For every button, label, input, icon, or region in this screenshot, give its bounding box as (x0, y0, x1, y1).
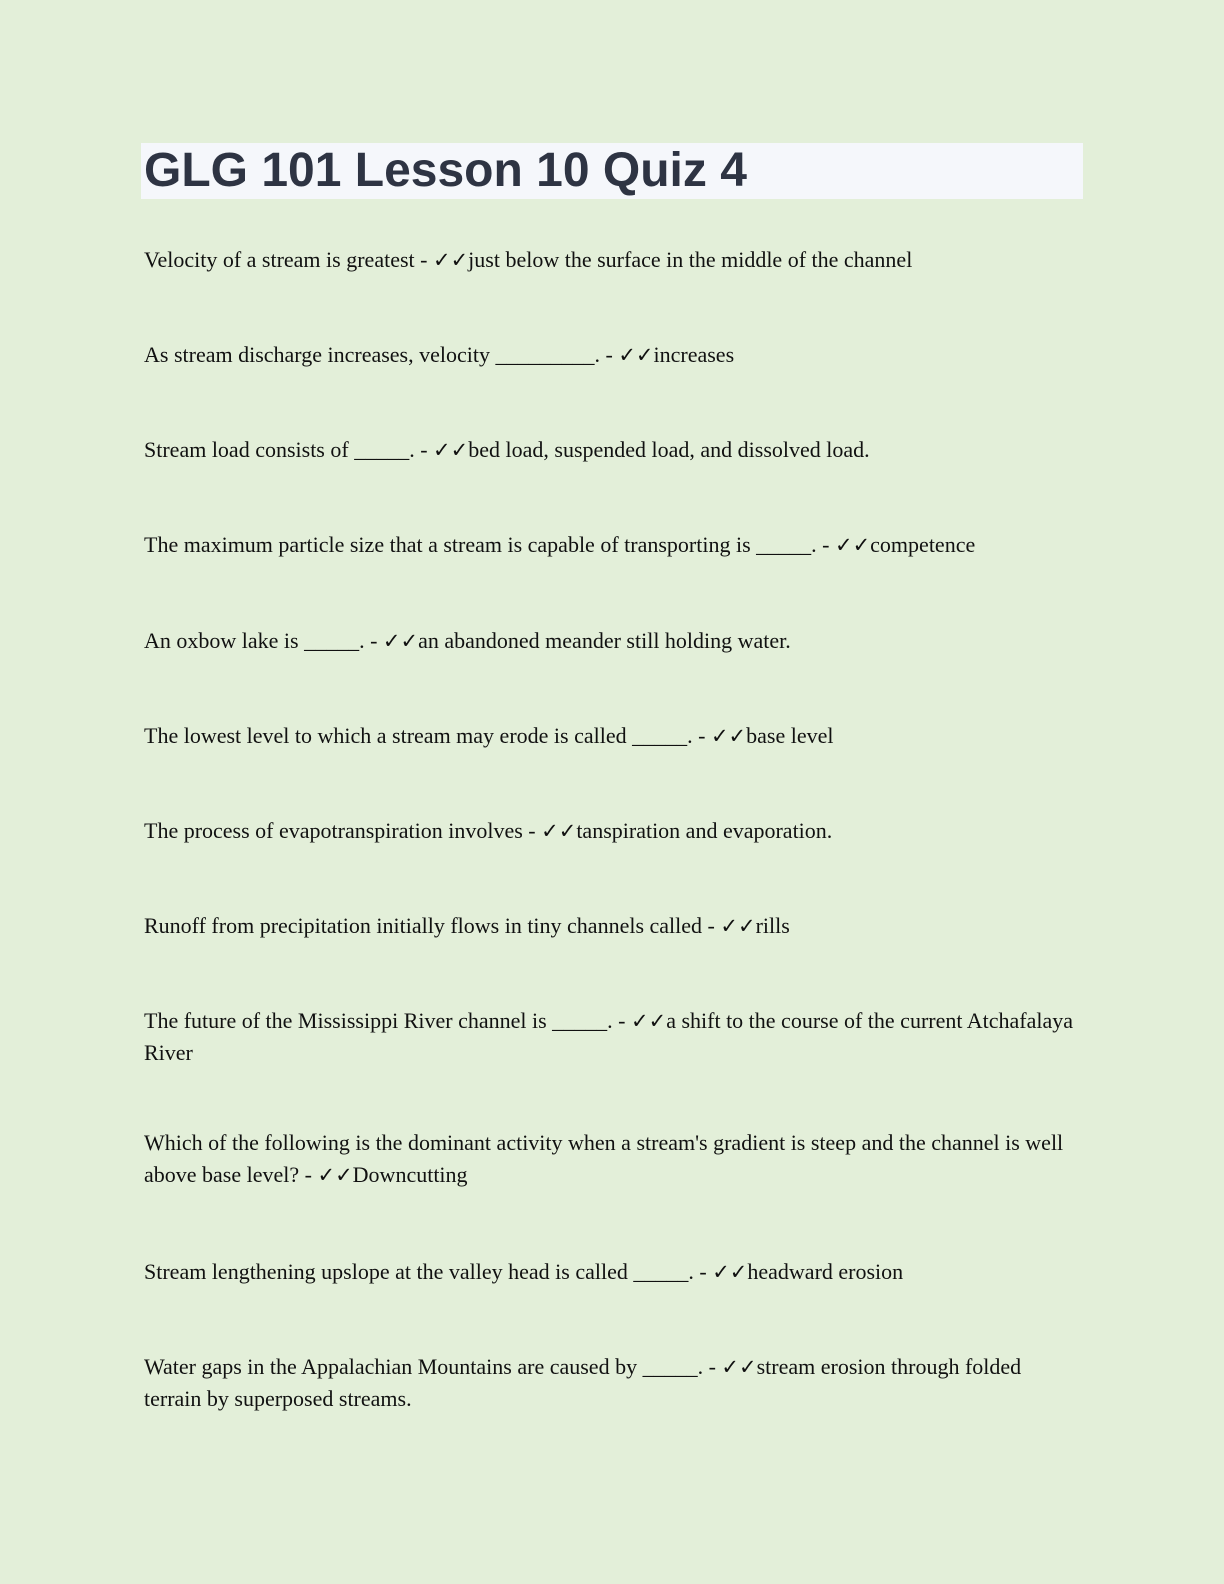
answer-text: an abandoned meander still holding water. (418, 628, 791, 653)
question-text: The process of evapotranspiration involves - (144, 818, 542, 843)
qa-item (144, 339, 1084, 371)
answer-text: headward erosion (747, 1259, 904, 1284)
question-text: As stream discharge increases, velocity _________. - (144, 342, 619, 367)
double-check-icon: ✓✓ (712, 1260, 748, 1284)
qa-item (144, 1256, 1084, 1288)
question-text: Stream lengthening upslope at the valley head is called _____. - (144, 1259, 713, 1284)
question-text: Water gaps in the Appalachian Mountains are caused by _____. - (144, 1354, 722, 1379)
question-text: The lowest level to which a stream may erode is called _____. - (144, 723, 711, 748)
answer-text: rills (755, 913, 790, 938)
qa-item (144, 720, 1084, 752)
question-text: An oxbow lake is _____. - (144, 628, 383, 653)
qa-item (144, 815, 1084, 847)
double-check-icon: ✓✓ (317, 1163, 353, 1187)
question-text: Which of the following is the dominant activity when a stream's gradient is steep and the channel is well above base level? - (144, 1130, 1064, 1187)
double-check-icon: ✓✓ (432, 248, 469, 272)
answer-text: increases (653, 342, 735, 367)
qa-item (144, 244, 1084, 276)
double-check-icon: ✓✓ (433, 438, 469, 462)
answer-text: stream erosion through folded terrain by superposed streams. (144, 1354, 1022, 1411)
answer-text: tanspiration and evaporation. (576, 818, 833, 843)
answer-text: base level (746, 723, 834, 748)
qa-item (144, 910, 1084, 942)
qa-item (144, 1351, 1084, 1415)
double-check-icon: ✓✓ (834, 533, 871, 557)
answer-text: just below the surface in the middle of the channel (468, 247, 913, 272)
qa-item (144, 625, 1084, 657)
qa-item (144, 434, 1084, 466)
qa-item (144, 1005, 1084, 1069)
answer-text: Downcutting (352, 1162, 468, 1187)
question-text: Stream load consists of _____. - (144, 437, 434, 462)
double-check-icon: ✓✓ (630, 1009, 667, 1033)
qa-item (144, 1127, 1084, 1191)
answer-text: a shift to the course of the current Atchafalaya River (144, 1008, 1074, 1065)
question-text: The maximum particle size that a stream is capable of transporting is _____. - (144, 532, 835, 557)
question-text: The future of the Mississippi River channel is _____. - (144, 1008, 631, 1033)
question-text: Runoff from precipitation initially flows in tiny channels called - (144, 913, 721, 938)
answer-text: bed load, suspended load, and dissolved load. (468, 437, 870, 462)
double-check-icon: ✓✓ (720, 914, 756, 938)
double-check-icon: ✓✓ (721, 1355, 757, 1379)
question-text: Velocity of a stream is greatest - (144, 247, 433, 272)
answer-text: competence (870, 532, 976, 557)
double-check-icon: ✓✓ (618, 343, 654, 367)
double-check-icon: ✓✓ (710, 724, 747, 748)
page-title: GLG 101 Lesson 10 Quiz 4 (144, 144, 747, 197)
double-check-icon: ✓✓ (541, 819, 577, 843)
qa-item (144, 529, 1084, 561)
double-check-icon: ✓✓ (382, 629, 419, 653)
